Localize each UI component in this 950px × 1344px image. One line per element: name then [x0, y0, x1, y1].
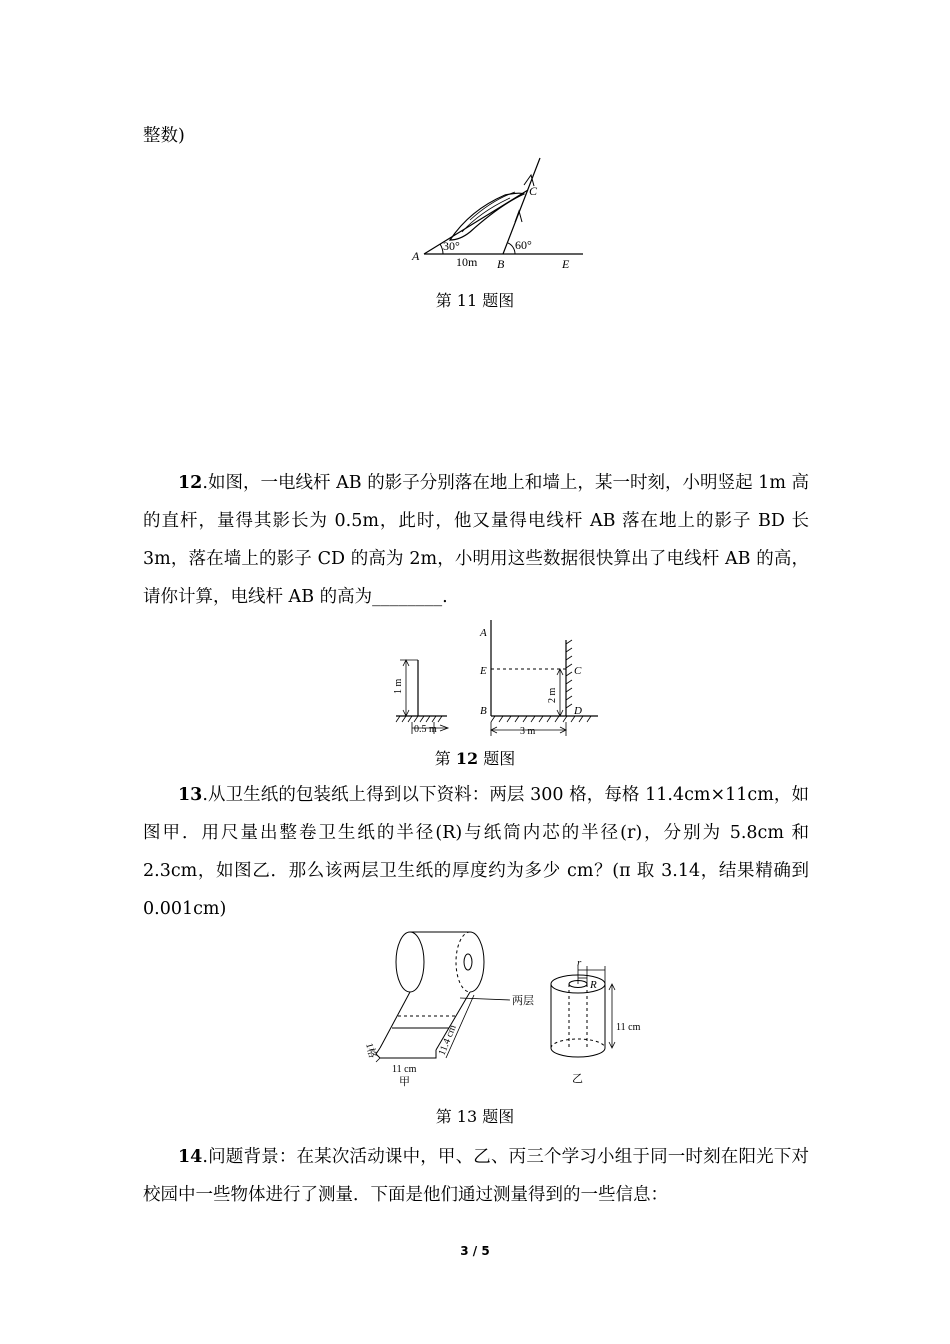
- label-E: E: [480, 665, 487, 677]
- label-width: 11 cm: [392, 1064, 417, 1075]
- question-13: [143, 776, 809, 928]
- label-C: C: [529, 184, 538, 198]
- question-13-text: .从卫生纸的包装纸上得到以下资料：两层 300 格，每格 11.4cm×11cm，如图甲．用尺量出整卷卫生纸的半径(R)与纸筒内芯的半径(r)，分别为 5.8cm 和 2.3cm，如图乙．那么该两层卫生纸的厚度约为多少 cm？(π 取 3.14，结果精确到 0.001cm): [143, 785, 809, 919]
- page-number: 3 / 5: [460, 1244, 490, 1258]
- label-D: D: [574, 705, 582, 717]
- label-jia: 甲: [399, 1076, 410, 1088]
- angle-60: 60°: [515, 238, 532, 252]
- shadow-0-5m: 0.5 m: [414, 724, 437, 735]
- figure-13: [365, 930, 655, 1090]
- label-A: A: [480, 627, 487, 639]
- label-length: 11.4 cm: [436, 1023, 459, 1058]
- figure-13-caption: 第 13 题图: [435, 1107, 515, 1126]
- question-14-number: 14: [178, 1147, 203, 1167]
- question-12-number: 12: [178, 473, 203, 493]
- question-13-number: 13: [178, 785, 203, 805]
- q11-tail: 整数): [143, 126, 185, 146]
- question-14-text: .问题背景：在某次活动课中，甲、乙、丙三个学习小组于同一时刻在阳光下对校园中一些物体进行了测量．下面是他们通过测量得到的一些信息：: [143, 1147, 809, 1205]
- label-height: 11 cm: [616, 1022, 641, 1033]
- figure-11-caption: 第 11 题图: [435, 291, 515, 310]
- height-2m: 2 m: [547, 687, 558, 703]
- label-E: E: [562, 257, 570, 271]
- dist-10m: 10m: [456, 255, 478, 269]
- label-A: A: [412, 249, 420, 263]
- figure-12-caption: 第 12 题图: [434, 749, 516, 768]
- label-B: B: [480, 705, 487, 717]
- label-B: B: [497, 257, 505, 271]
- figure-11: [405, 150, 590, 275]
- figure-12: [390, 612, 600, 742]
- label-R: R: [590, 979, 597, 991]
- label-C: C: [574, 665, 582, 677]
- question-12-text: .如图，一电线杆 AB 的影子分别落在地上和墙上，某一时刻，小明竖起 1m 高的直杆，量得其影长为 0.5m，此时，他又量得电线杆 AB 落在地上的影子 BD 长 3m，落在墙上的影子 CD 的高为 2m，小明用这些数据很快算出了电线杆 AB 的高，请你计算，电线杆 AB 的高为________.: [143, 473, 809, 607]
- question-12: [143, 464, 809, 616]
- label-yi: 乙: [572, 1073, 583, 1085]
- label-r: r: [577, 957, 582, 969]
- question-14: [143, 1138, 809, 1214]
- distance-3m: 3 m: [520, 726, 536, 737]
- label-layers: 两层: [512, 995, 534, 1007]
- height-1m: 1 m: [393, 678, 404, 694]
- angle-30: 30°: [443, 239, 460, 253]
- label-cell: 1格: [363, 1041, 378, 1060]
